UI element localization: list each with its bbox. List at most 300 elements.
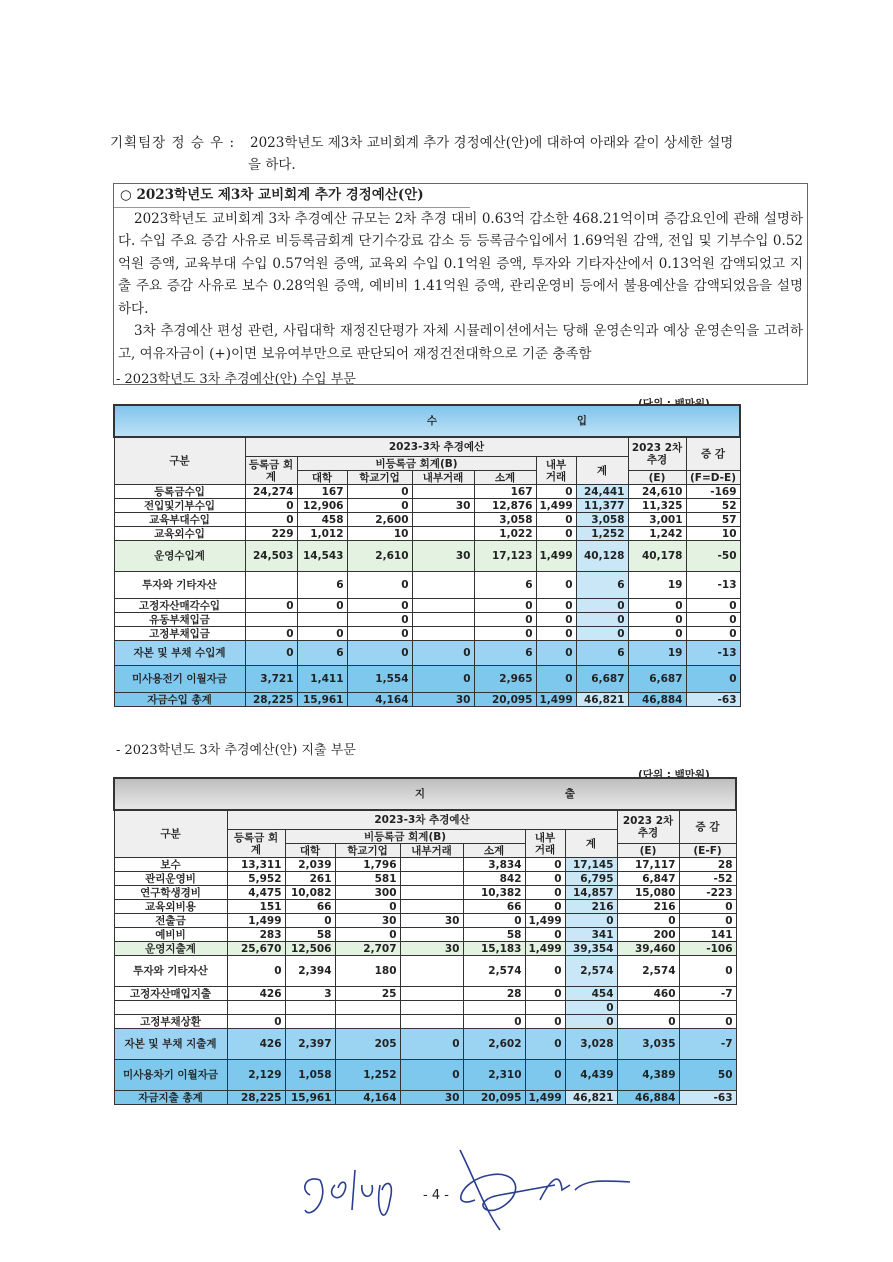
income-cell: 0	[474, 627, 536, 641]
expense-cell	[285, 1001, 335, 1015]
income-cell: 0	[536, 485, 576, 499]
expense-cell: 4,389	[617, 1060, 679, 1091]
expense-cell: 0	[679, 900, 736, 914]
expense-cell: 0	[525, 1060, 565, 1091]
expense-cell	[400, 928, 463, 942]
expense-cell: 2,574	[565, 956, 617, 987]
income-cell: 0	[297, 627, 347, 641]
expense-cell: -223	[679, 886, 736, 900]
income-row-label: 등록금수입	[114, 485, 245, 499]
income-cell: 11,377	[576, 499, 628, 513]
income-cell	[412, 513, 474, 527]
income-cell: 30	[412, 693, 474, 707]
income-row-label: 미사용전기 이월자금	[114, 666, 245, 693]
summary-para2: 3차 추경예산 편성 관련, 사립대학 재정진단평가 자체 시뮬레이션에서는 당해 운영손익과 예상 운영손익을 고려하고, 여유자금이 (+)이면 보유여부만으로 판단되어 재정건전대학으로 기준 충족함	[118, 323, 803, 362]
income-cell: 1,499	[536, 693, 576, 707]
income-row-label: 운영수입계	[114, 541, 245, 572]
income-row	[114, 693, 740, 707]
expense-cell	[400, 987, 463, 1001]
income-h-gubun: 구분	[114, 437, 245, 485]
income-cell: 6	[297, 572, 347, 599]
expense-cell: 28,225	[227, 1091, 285, 1105]
income-cell: 6	[474, 641, 536, 666]
income-cell: 0	[536, 527, 576, 541]
income-row	[114, 666, 740, 693]
expense-cell: 17,145	[565, 858, 617, 872]
expense-cell: 0	[400, 1060, 463, 1091]
income-cell: 30	[412, 541, 474, 572]
expense-cell: 1,796	[335, 858, 400, 872]
expense-row	[114, 956, 736, 987]
expense-cell: 0	[285, 914, 335, 928]
income-cell: 6,687	[576, 666, 628, 693]
expense-cell: 10,382	[463, 886, 525, 900]
expense-cell: 13,311	[227, 858, 285, 872]
income-cell: 0	[474, 599, 536, 613]
expense-row	[114, 872, 736, 886]
income-cell: 17,123	[474, 541, 536, 572]
income-cell: 0	[628, 599, 686, 613]
income-cell: 3,058	[576, 513, 628, 527]
income-cell: 46,821	[576, 693, 628, 707]
income-cell	[412, 599, 474, 613]
intro-line1: 2023학년도 제3차 교비회계 추가 경정예산(안)에 대하여 아래와 같이 상세한 설명	[250, 135, 734, 151]
expense-cell: 0	[525, 886, 565, 900]
income-cell: 1,022	[474, 527, 536, 541]
income-cell: -169	[686, 485, 740, 499]
income-cell: 6	[474, 572, 536, 599]
income-cell: 52	[686, 499, 740, 513]
expense-cell: 5,952	[227, 872, 285, 886]
income-cell: 229	[245, 527, 297, 541]
expense-cell: 180	[335, 956, 400, 987]
expense-cell: -7	[679, 1029, 736, 1060]
income-cell: 0	[245, 599, 297, 613]
income-cell: 0	[628, 613, 686, 627]
expense-cell: 0	[525, 956, 565, 987]
expense-row-label: 자금지출 총계	[114, 1091, 227, 1105]
income-row	[114, 485, 740, 499]
income-cell: 458	[297, 513, 347, 527]
expense-cell: 2,602	[463, 1029, 525, 1060]
expense-cell: 1,499	[525, 1091, 565, 1105]
income-cell	[245, 613, 297, 627]
expense-cell: 4,439	[565, 1060, 617, 1091]
income-cell: 0	[536, 666, 576, 693]
income-cell: 6,687	[628, 666, 686, 693]
expense-cell: 3	[285, 987, 335, 1001]
income-h-diff: 증 감	[686, 437, 740, 471]
expense-cell: 2,574	[463, 956, 525, 987]
income-row-label: 교육부대수입	[114, 513, 245, 527]
expense-h-internal: 내부거래	[400, 844, 463, 858]
expense-cell: 3,834	[463, 858, 525, 872]
expense-row-label: 보수	[114, 858, 227, 872]
income-h-internal: 내부거래	[412, 471, 474, 485]
income-cell: 6	[576, 572, 628, 599]
expense-cell: 30	[400, 942, 463, 956]
expense-cell: 66	[463, 900, 525, 914]
income-cell: 0	[628, 627, 686, 641]
income-cell: 0	[576, 599, 628, 613]
income-cell: 167	[297, 485, 347, 499]
income-cell: 11,325	[628, 499, 686, 513]
expense-cell: 842	[463, 872, 525, 886]
income-cell: 2,965	[474, 666, 536, 693]
expense-cell	[400, 858, 463, 872]
expense-cell: 30	[400, 914, 463, 928]
income-table	[113, 404, 741, 707]
income-row-label: 교육외수입	[114, 527, 245, 541]
expense-row	[114, 942, 736, 956]
expense-cell: 581	[335, 872, 400, 886]
expense-table	[113, 777, 737, 1105]
expense-cell: 283	[227, 928, 285, 942]
expense-cell: 1,499	[227, 914, 285, 928]
expense-row-label: 예비비	[114, 928, 227, 942]
expense-cell: 25	[335, 987, 400, 1001]
expense-row	[114, 1015, 736, 1029]
income-cell: 3,721	[245, 666, 297, 693]
expense-cell: 0	[525, 872, 565, 886]
signatures	[300, 1140, 640, 1240]
income-cell: 0	[576, 627, 628, 641]
expense-cell: 50	[679, 1060, 736, 1091]
expense-cell: 66	[285, 900, 335, 914]
expense-cell: 30	[335, 914, 400, 928]
income-row	[114, 499, 740, 513]
expense-cell	[400, 956, 463, 987]
income-row-label: 유동부채입금	[114, 613, 245, 627]
income-cell: 3,058	[474, 513, 536, 527]
income-cell: 2,610	[347, 541, 412, 572]
expense-cell: 1,252	[335, 1060, 400, 1091]
expense-cell: 300	[335, 886, 400, 900]
income-cell: 3,001	[628, 513, 686, 527]
expense-row-label: 자본 및 부채 지출계	[114, 1029, 227, 1060]
expense-cell: 6,847	[617, 872, 679, 886]
page-number: - 4 -	[423, 1188, 449, 1203]
income-row-label: 전입및기부수입	[114, 499, 245, 513]
expense-cell: 2,707	[335, 942, 400, 956]
expense-row	[114, 914, 736, 928]
income-row-label: 투자와 기타자산	[114, 572, 245, 599]
income-cell: 0	[536, 641, 576, 666]
expense-cell: 3,035	[617, 1029, 679, 1060]
income-cell: 0	[347, 599, 412, 613]
expense-cell: 2,397	[285, 1029, 335, 1060]
income-cell: 0	[245, 499, 297, 513]
expense-cell: 17,117	[617, 858, 679, 872]
income-cell	[412, 485, 474, 499]
income-cell: 46,884	[628, 693, 686, 707]
expense-h-nontuition: 비등록금 회계(B)	[285, 830, 525, 844]
expense-cell	[463, 1001, 525, 1015]
expense-cell: 15,183	[463, 942, 525, 956]
expense-row-label: 운영지출계	[114, 942, 227, 956]
expense-h-budget: 2023-3차 추경예산	[227, 810, 617, 830]
income-cell: 1,499	[536, 499, 576, 513]
income-h-prev: 2023 2차추경	[628, 437, 686, 471]
income-row-label: 자금수입 총계	[114, 693, 245, 707]
intro-line2: 을 하다.	[248, 157, 296, 173]
expense-h-gubun: 구분	[114, 810, 227, 858]
expense-h-diff-f: (E-F)	[679, 844, 736, 858]
income-cell: 0	[245, 513, 297, 527]
expense-cell: -7	[679, 987, 736, 1001]
expense-cell	[400, 1001, 463, 1015]
income-row-label: 고정자산매각수입	[114, 599, 245, 613]
income-cell: 1,554	[347, 666, 412, 693]
expense-h-univ: 대학	[285, 844, 335, 858]
income-cell: 0	[347, 613, 412, 627]
income-title: 수 입	[114, 405, 740, 437]
income-cell: 0	[347, 485, 412, 499]
income-cell: 1,242	[628, 527, 686, 541]
expense-cell: 3,028	[565, 1029, 617, 1060]
expense-cell: 0	[565, 1015, 617, 1029]
expense-cell: 10,082	[285, 886, 335, 900]
income-row	[114, 627, 740, 641]
income-cell: 14,543	[297, 541, 347, 572]
expense-cell: 0	[463, 914, 525, 928]
income-h-prev-e: (E)	[628, 471, 686, 485]
expense-cell: 0	[525, 1015, 565, 1029]
expense-row-label: 교육외비용	[114, 900, 227, 914]
expense-row	[114, 1001, 736, 1015]
expense-cell: 200	[617, 928, 679, 942]
expense-cell: 454	[565, 987, 617, 1001]
summary-heading: ○ 2023학년도 제3차 교비회계 추가 경정예산(안)	[114, 184, 470, 208]
expense-cell: 30	[400, 1091, 463, 1105]
income-cell: 0	[536, 513, 576, 527]
income-cell: 6	[297, 641, 347, 666]
income-cell: 0	[347, 641, 412, 666]
expense-cell: 341	[565, 928, 617, 942]
income-cell: 40,128	[576, 541, 628, 572]
expense-cell: 0	[565, 1001, 617, 1015]
income-h-school: 학교기업	[347, 471, 412, 485]
expense-cell	[525, 1001, 565, 1015]
income-cell: 24,503	[245, 541, 297, 572]
expense-h-diff: 증 감	[679, 810, 736, 844]
expense-cell: 15,961	[285, 1091, 335, 1105]
expense-cell	[227, 1001, 285, 1015]
expense-cell: 0	[525, 858, 565, 872]
expense-row-label: 투자와 기타자산	[114, 956, 227, 987]
expense-row	[114, 1060, 736, 1091]
expense-row-label: 고정부채상환	[114, 1015, 227, 1029]
expense-cell: 460	[617, 987, 679, 1001]
expense-cell: 1,499	[525, 942, 565, 956]
income-row	[114, 513, 740, 527]
income-cell: 0	[347, 627, 412, 641]
income-h-diff-f: (F=D-E)	[686, 471, 740, 485]
income-cell	[245, 572, 297, 599]
expense-cell: 0	[400, 1029, 463, 1060]
income-row	[114, 541, 740, 572]
expense-cell: 151	[227, 900, 285, 914]
income-h-total: 계	[576, 457, 628, 485]
income-cell: 57	[686, 513, 740, 527]
summary-box	[113, 183, 808, 385]
income-cell: -13	[686, 572, 740, 599]
income-cell: 2,600	[347, 513, 412, 527]
income-cell: 0	[576, 613, 628, 627]
expense-caption: - 2023학년도 3차 추경예산(안) 지출 부문	[116, 743, 356, 758]
expense-h-total: 계	[565, 830, 617, 858]
expense-cell: 0	[679, 914, 736, 928]
income-cell: 0	[412, 641, 474, 666]
expense-h-prev: 2023 2차추경	[617, 810, 679, 844]
expense-cell: -106	[679, 942, 736, 956]
income-cell: 28,225	[245, 693, 297, 707]
expense-cell: 46,884	[617, 1091, 679, 1105]
income-h-budget: 2023-3차 추경예산	[245, 437, 628, 457]
expense-cell: 4,164	[335, 1091, 400, 1105]
expense-row	[114, 900, 736, 914]
income-cell: 0	[686, 627, 740, 641]
expense-row-label	[114, 1001, 227, 1015]
income-cell	[412, 627, 474, 641]
expense-cell: 2,574	[617, 956, 679, 987]
income-cell: 15,961	[297, 693, 347, 707]
income-cell: 19	[628, 641, 686, 666]
income-h-tuition: 등록금 회계	[245, 457, 297, 485]
expense-h-tuition: 등록금 회계	[227, 830, 285, 858]
expense-row-label: 미사용차기 이월자금	[114, 1060, 227, 1091]
income-cell: 0	[474, 613, 536, 627]
expense-cell: 39,354	[565, 942, 617, 956]
expense-cell: 1,499	[525, 914, 565, 928]
income-cell: 1,012	[297, 527, 347, 541]
income-cell: 40,178	[628, 541, 686, 572]
income-cell: 1,252	[576, 527, 628, 541]
expense-cell: 261	[285, 872, 335, 886]
income-cell: 30	[412, 499, 474, 513]
expense-cell: 0	[463, 1015, 525, 1029]
expense-cell: 4,475	[227, 886, 285, 900]
income-row	[114, 613, 740, 627]
income-row	[114, 599, 740, 613]
expense-cell: 58	[463, 928, 525, 942]
income-row-label: 고정부채입금	[114, 627, 245, 641]
income-cell: 1,411	[297, 666, 347, 693]
expense-cell	[400, 872, 463, 886]
expense-cell: 141	[679, 928, 736, 942]
expense-cell: 15,080	[617, 886, 679, 900]
summary-para1: 2023학년도 교비회계 3차 추경예산 규모는 2차 추경 대비 0.63억 감소한 468.21억이며 증감요인에 관해 설명하다. 수입 주요 증감 사유로 비등록금회계 단기수강료 감소 등 등록금수입에서 1.69억원 감액, 전입 및 기부수입 0.52억원 증액, 교육부대 수입 0.57억원 증액, 교육외 수입 0.1억원 증액, 투자와 기타자산에서 0.13억원 감액되었고 지출 주요 증감 사유로 보수 0.28억원 증액, 예비비 1.41억원 증액, 관리운영비 등에서 불용예산을 감액되었음을 설명하다.	[118, 210, 803, 317]
expense-cell: 12,506	[285, 942, 335, 956]
expense-title: 지 출	[114, 778, 736, 810]
income-cell: 24,441	[576, 485, 628, 499]
income-cell: 10	[686, 527, 740, 541]
speaker: 기획팀장 정 승 우 :	[110, 135, 236, 151]
income-cell: 0	[347, 572, 412, 599]
expense-row-label: 연구학생경비	[114, 886, 227, 900]
expense-cell: 0	[617, 1015, 679, 1029]
expense-cell: 25,670	[227, 942, 285, 956]
expense-row-label: 관리운영비	[114, 872, 227, 886]
expense-cell: 2,129	[227, 1060, 285, 1091]
expense-row	[114, 987, 736, 1001]
expense-cell: 28	[679, 858, 736, 872]
income-cell: 0	[686, 613, 740, 627]
expense-cell: 28	[463, 987, 525, 1001]
expense-row	[114, 886, 736, 900]
expense-cell: 426	[227, 1029, 285, 1060]
income-row-label: 자본 및 부채 수입계	[114, 641, 245, 666]
expense-cell: 0	[525, 900, 565, 914]
expense-cell: -63	[679, 1091, 736, 1105]
expense-cell: 0	[565, 914, 617, 928]
income-cell: 0	[536, 613, 576, 627]
income-cell: 24,274	[245, 485, 297, 499]
expense-cell: 6,795	[565, 872, 617, 886]
expense-cell: 14,857	[565, 886, 617, 900]
income-h-subtotal: 소계	[474, 471, 536, 485]
expense-cell: 0	[227, 956, 285, 987]
income-cell: 0	[412, 666, 474, 693]
income-h-internal2: 내부 거래	[536, 457, 576, 485]
expense-cell	[400, 900, 463, 914]
income-cell	[412, 572, 474, 599]
expense-row	[114, 928, 736, 942]
income-cell: 20,095	[474, 693, 536, 707]
expense-cell: 0	[525, 1029, 565, 1060]
income-cell: 0	[297, 599, 347, 613]
expense-cell: 0	[525, 987, 565, 1001]
expense-cell: 1,058	[285, 1060, 335, 1091]
expense-cell: 216	[565, 900, 617, 914]
income-cell: 0	[245, 627, 297, 641]
income-row	[114, 572, 740, 599]
expense-row	[114, 858, 736, 872]
income-cell: 4,164	[347, 693, 412, 707]
income-cell: 0	[536, 627, 576, 641]
income-h-nontuition: 비등록금 회계(B)	[297, 457, 536, 471]
income-cell	[412, 613, 474, 627]
expense-cell: 0	[335, 900, 400, 914]
income-cell: 0	[536, 599, 576, 613]
income-cell: 167	[474, 485, 536, 499]
expense-cell: 58	[285, 928, 335, 942]
income-cell: -50	[686, 541, 740, 572]
expense-cell: 2,310	[463, 1060, 525, 1091]
expense-cell: 0	[679, 1015, 736, 1029]
expense-cell: 0	[335, 928, 400, 942]
expense-h-internal2: 내부 거래	[525, 830, 565, 858]
income-row	[114, 527, 740, 541]
expense-cell	[285, 1015, 335, 1029]
expense-cell: 39,460	[617, 942, 679, 956]
income-cell: 0	[536, 572, 576, 599]
income-row	[114, 641, 740, 666]
expense-cell: 0	[227, 1015, 285, 1029]
expense-h-school: 학교기업	[335, 844, 400, 858]
expense-row	[114, 1029, 736, 1060]
expense-h-prev-e: (E)	[617, 844, 679, 858]
expense-cell: 216	[617, 900, 679, 914]
income-cell: 19	[628, 572, 686, 599]
income-cell	[297, 613, 347, 627]
expense-row	[114, 1091, 736, 1105]
income-cell	[412, 527, 474, 541]
expense-cell: 205	[335, 1029, 400, 1060]
expense-cell: -52	[679, 872, 736, 886]
expense-cell: 0	[617, 914, 679, 928]
expense-cell: 20,095	[463, 1091, 525, 1105]
